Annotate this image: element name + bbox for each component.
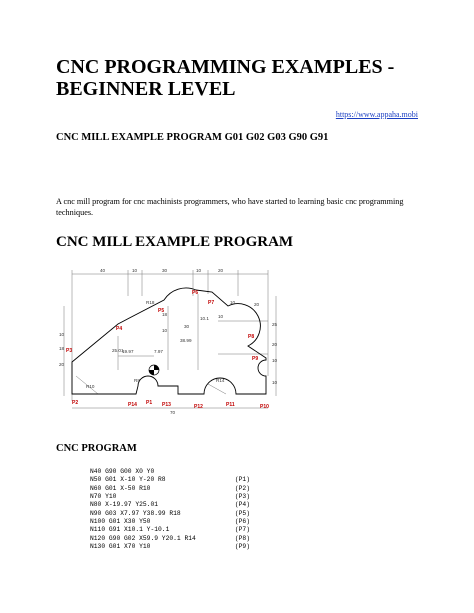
dim-label: 30 <box>162 268 168 273</box>
dim-label: 25.01 <box>112 348 124 353</box>
program-point: (P4) <box>234 501 250 509</box>
dim-label: 10 <box>272 358 278 363</box>
program-code: N100 G01 X30 Y50 <box>90 518 151 526</box>
program-line <box>90 510 250 518</box>
program-point: (P1) <box>234 476 250 484</box>
point-label: P14 <box>128 402 137 408</box>
part-drawing <box>58 266 282 416</box>
program-code: N130 G01 X70 Y10 <box>90 543 151 551</box>
point-label: P1 <box>146 400 153 406</box>
program-point: (P5) <box>234 509 250 517</box>
program-heading: CNC PROGRAM <box>56 443 137 454</box>
program-line <box>90 535 250 543</box>
dim-label: 10 <box>272 380 278 385</box>
dim-label: R18 <box>146 300 155 305</box>
dim-label: 10 <box>218 314 224 319</box>
program-line <box>90 501 250 509</box>
program-code: N60 G01 X-50 R10 <box>90 484 151 492</box>
program-point: (P2) <box>234 484 250 492</box>
program-line <box>90 485 250 493</box>
point-label: P7 <box>208 300 215 306</box>
document-title: CNC PROGRAMMING EXAMPLES - BEGINNER LEVEL <box>56 56 395 100</box>
program-code: N70 Y10 <box>90 493 117 501</box>
dim-label: 10 <box>132 268 138 273</box>
program-code: N110 G91 X10.1 Y-10.1 <box>90 526 170 534</box>
program-line <box>90 518 250 526</box>
point-label: P2 <box>72 400 79 406</box>
dim-label: R14 <box>216 378 225 383</box>
dim-label: 25 <box>272 322 278 327</box>
dim-label: 20 <box>59 362 65 367</box>
part-contour <box>72 288 266 394</box>
program-code: N50 G01 X-10 Y-20 R8 <box>90 476 166 484</box>
program-line <box>90 468 250 476</box>
dim-label: 18 <box>162 312 168 317</box>
dim-label: 20 <box>272 342 278 347</box>
dimension-lines <box>64 270 276 408</box>
dim-label: 19.97 <box>122 349 134 354</box>
dim-label: 10 <box>230 300 236 305</box>
point-label: P9 <box>252 356 259 362</box>
point-label: P8 <box>248 334 255 340</box>
program-point: (P3) <box>234 493 250 501</box>
dim-label: 38.99 <box>180 338 192 343</box>
program-point: (P6) <box>234 518 250 526</box>
program-point: (P9) <box>234 543 250 551</box>
point-label: P3 <box>66 348 73 354</box>
program-point: (P7) <box>234 526 250 534</box>
program-code: N40 G90 G00 X0 Y0 <box>90 468 155 475</box>
dim-label: 40 <box>100 268 106 273</box>
point-label: P12 <box>194 404 203 410</box>
program-line <box>90 543 250 551</box>
program-code: N90 G03 X7.97 Y38.99 R18 <box>90 509 181 517</box>
intro-paragraph: A cnc mill program for cnc machinists programmers, who have started to learning basic cnc programming techniques. <box>56 197 404 217</box>
program-line <box>90 493 250 501</box>
dim-label: 10 <box>59 332 65 337</box>
dim-label: 10.1 <box>200 316 209 321</box>
program-code: N120 G90 G02 X59.9 Y20.1 R14 <box>90 534 196 542</box>
program-line <box>90 526 250 534</box>
dim-label: 10 <box>162 328 168 333</box>
dim-label: 7.97 <box>154 349 163 354</box>
dimension-labels <box>59 268 278 415</box>
program-point: (P8) <box>234 534 250 542</box>
dim-label: 30 <box>184 324 190 329</box>
section-heading: CNC MILL EXAMPLE PROGRAM <box>56 234 294 250</box>
program-line <box>90 476 250 484</box>
point-label: P10 <box>260 404 269 410</box>
point-label: P4 <box>116 326 123 332</box>
dim-label: 20 <box>254 302 260 307</box>
dim-label: 10 <box>196 268 202 273</box>
point-label: P11 <box>226 402 235 408</box>
point-label: P5 <box>158 308 165 314</box>
dim-label: 70 <box>170 410 176 415</box>
point-label: P13 <box>162 402 171 408</box>
dim-label: R8 <box>134 378 140 383</box>
point-labels <box>66 290 269 410</box>
source-link[interactable]: https://www.appaha.mobi <box>335 110 418 119</box>
program-code: N80 X-19.97 Y25.01 <box>90 501 159 509</box>
point-label: P6 <box>192 290 199 296</box>
dim-label: 20 <box>218 268 224 273</box>
dim-label: R10 <box>86 384 95 389</box>
program-subtitle: CNC MILL EXAMPLE PROGRAM G01 G02 G03 G90 G91 <box>56 132 329 143</box>
dim-label: 18 <box>59 346 65 351</box>
cnc-program-listing <box>90 468 250 551</box>
